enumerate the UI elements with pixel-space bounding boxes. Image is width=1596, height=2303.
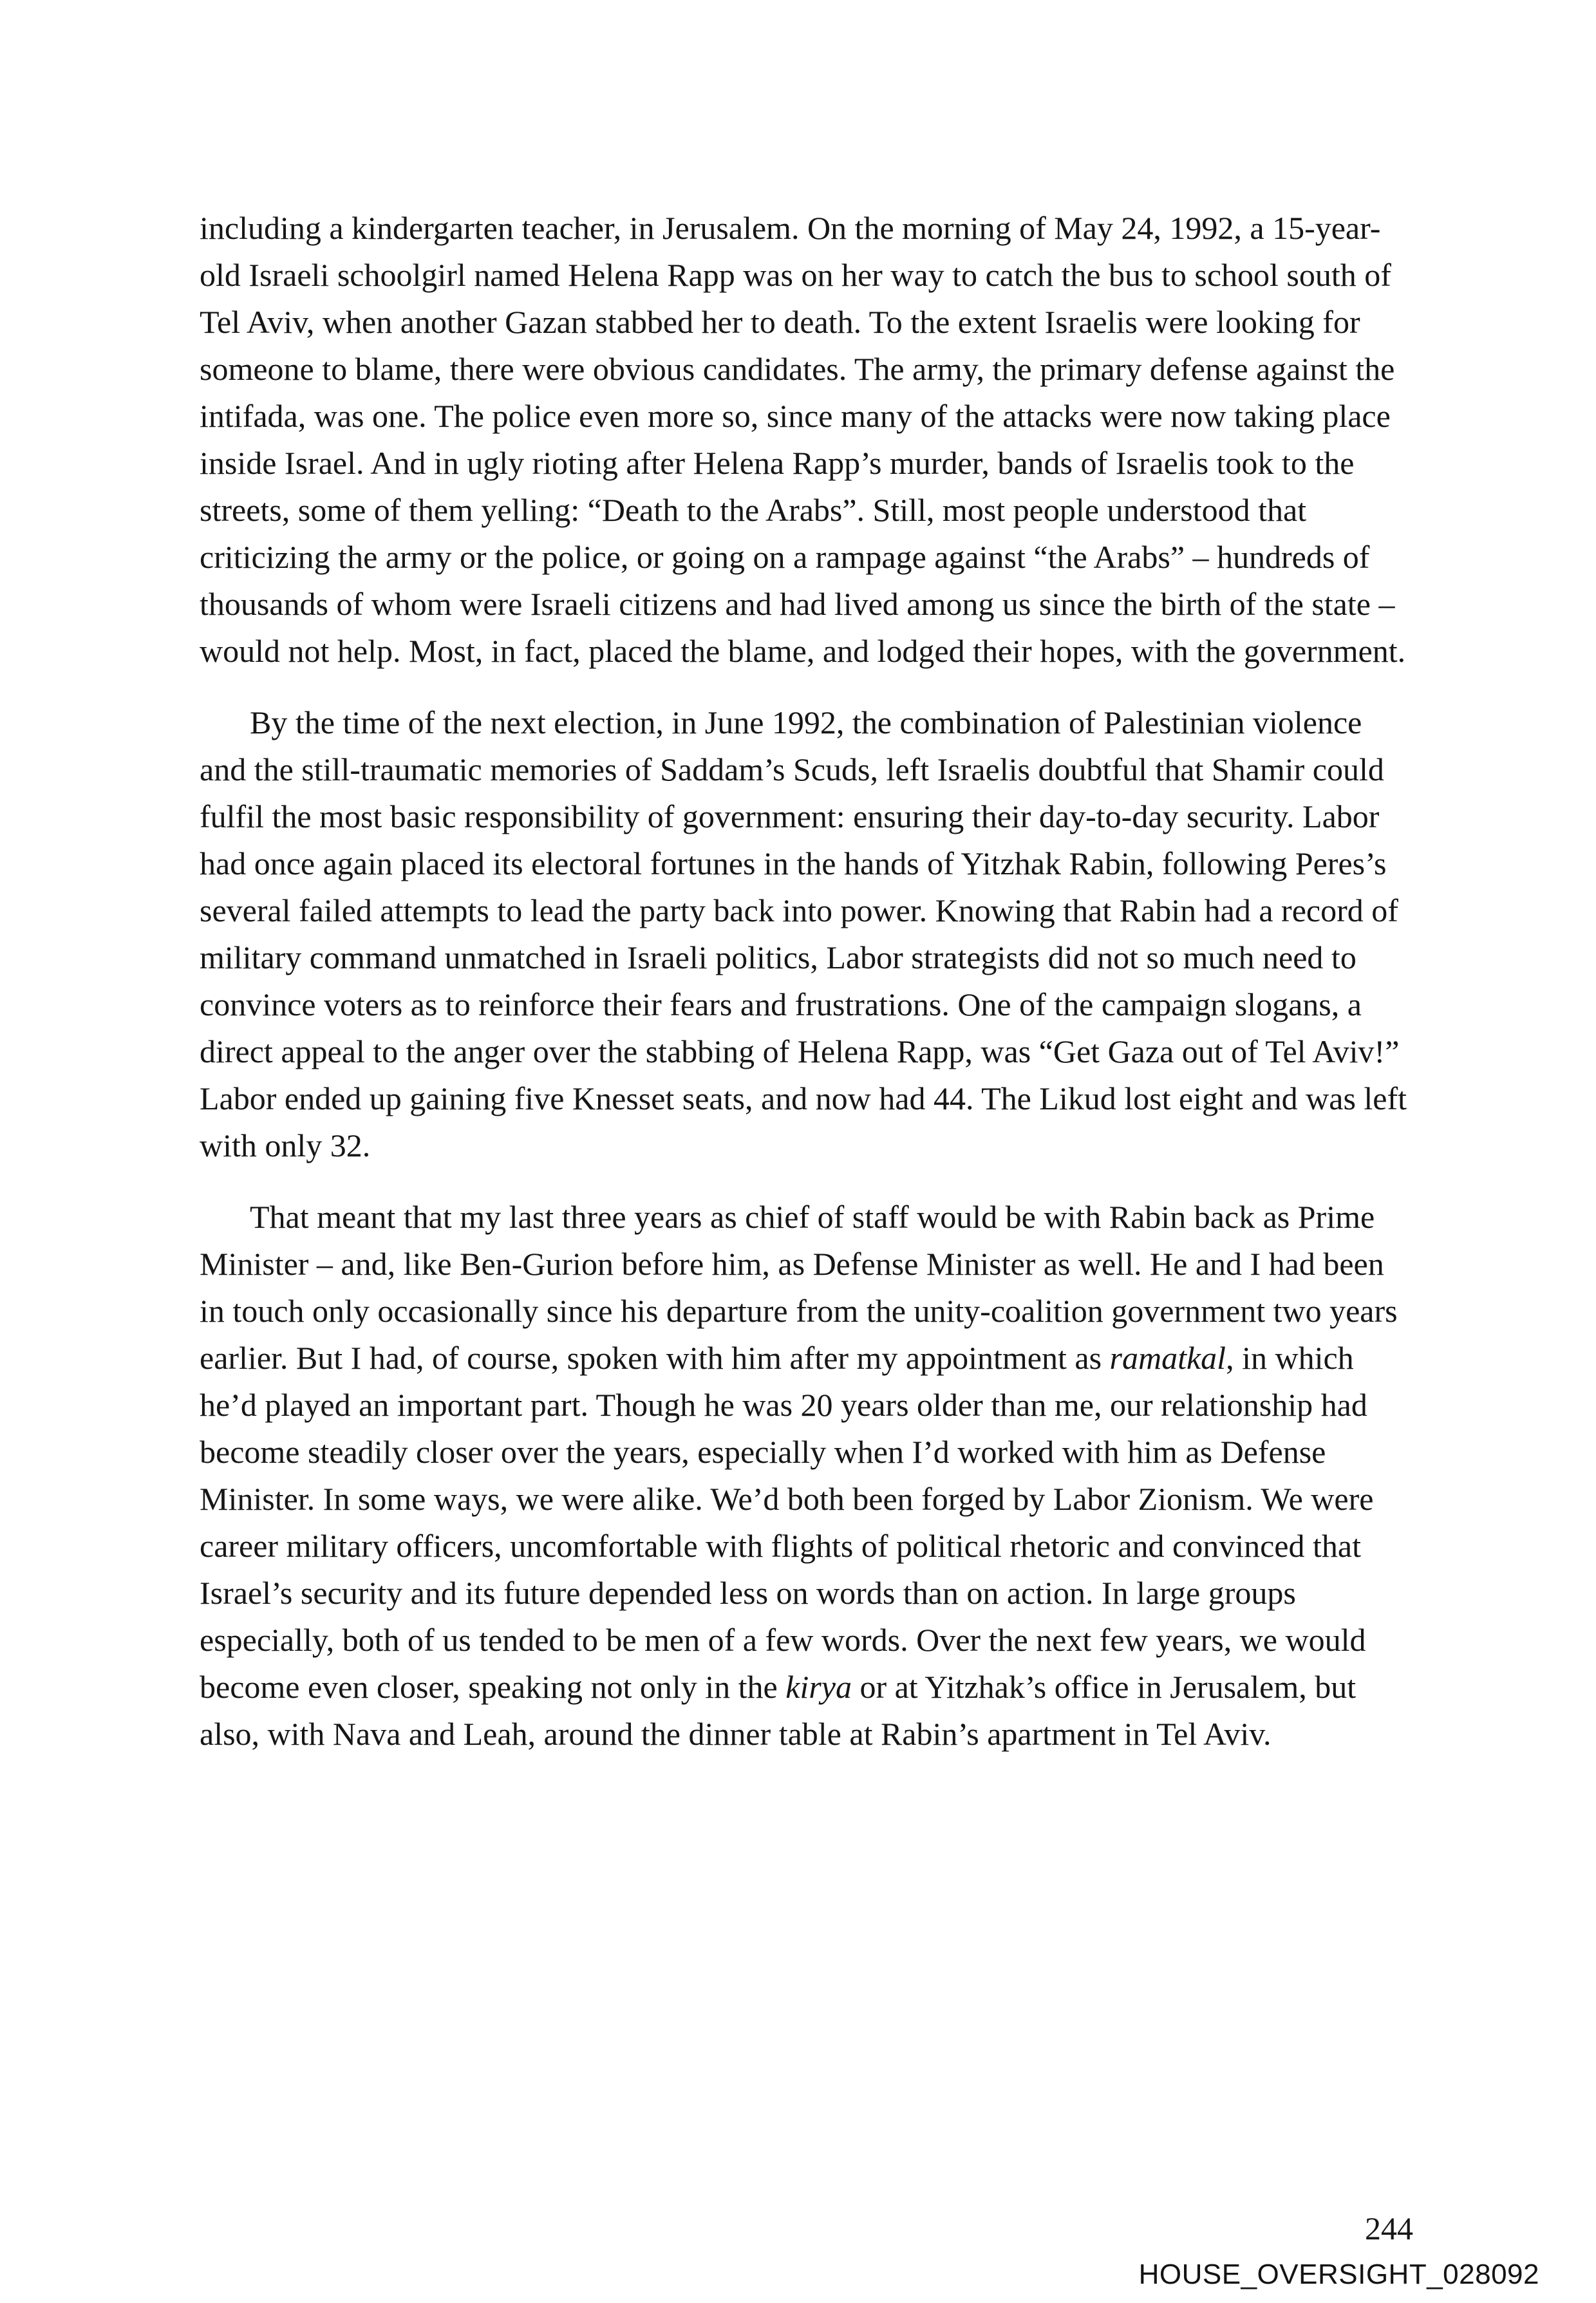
text-run: including a kindergarten teacher, in Jerusalem. On the morning of May 24, 1992, a 15-year-old Israeli schoolgirl named Helena Rapp was on her way to catch the bus to school south of Tel Aviv, when another Gazan stabbed her to death. To the extent Israelis were looking for someone to blame, there were obvious candidates. The army, the primary defense against the intifada, was one. The police even more so, since many of the attacks were now taking place inside Israel. And in ugly rioting after Helena Rapp’s murder, bands of Israelis took to the streets, some of them yelling: “Death to the Arabs”. Still, most people understood that criticizing the army or the police, or going on a rampage against “the Arabs” – hundreds of thousands of whom were Israeli citizens and had lived among us since the birth of the state – would not help. Most, in fact, placed the blame, and lodged their hopes, with the government. (200, 210, 1406, 669)
paragraph (200, 1194, 1416, 1758)
bates-stamp: HOUSE_OVERSIGHT_028092 (1138, 2259, 1539, 2290)
body-text (200, 205, 1416, 1758)
paragraph (200, 205, 1416, 675)
page-number: 244 (1365, 2210, 1413, 2246)
text-run: or at Yitzhak’s office in Jerusalem, but also, with Nava and Leah, around the dinner table at Rabin’s apartment in Tel Aviv. (200, 1669, 1357, 1752)
paragraph (200, 699, 1416, 1169)
text-run: By the time of the next election, in June 1992, the combination of Palestinian violence and the still-traumatic memories of Saddam’s Scuds, left Israelis doubtful that Shamir could fulfil the most basic responsibility of government: ensuring their day-to-day security. Labor had once again placed its electoral fortunes in the hands of Yitzhak Rabin, following Peres’s several failed attempts to lead the party back into power. Knowing that Rabin had a record of military command unmatched in Israeli politics, Labor strategists did not so much need to convince voters as to reinforce their fears and frustrations. One of the campaign slogans, a direct appeal to the anger over the stabbing of Helena Rapp, was “Get Gaza out of Tel Aviv!” Labor ended up gaining five Knesset seats, and now had 44. The Likud lost eight and was left with only 32. (200, 704, 1407, 1163)
italic-text-run: kirya (785, 1669, 852, 1705)
text-run: , in which he’d played an important part. Though he was 20 years older than me, our relationship had become steadily closer over the years, especially when I’d worked with him as Defense Minister. In some ways, we were alike. We’d both been forged by Labor Zionism. We were career military officers, uncomfortable with flights of political rhetoric and convinced that Israel’s security and its future depended less on words than on action. In large groups especially, both of us tended to be men of a few words. Over the next few years, we would become even closer, speaking not only in the (200, 1340, 1374, 1705)
text-run: That meant that my last three years as chief of staff would be with Rabin back as Prime Minister – and, like Ben-Gurion before him, as Defense Minister as well. He and I had been in touch only occasionally since his departure from the unity-coalition government two years earlier. But I had, of course, spoken with him after my appointment as (200, 1199, 1398, 1376)
italic-text-run: ramatkal (1109, 1340, 1226, 1376)
